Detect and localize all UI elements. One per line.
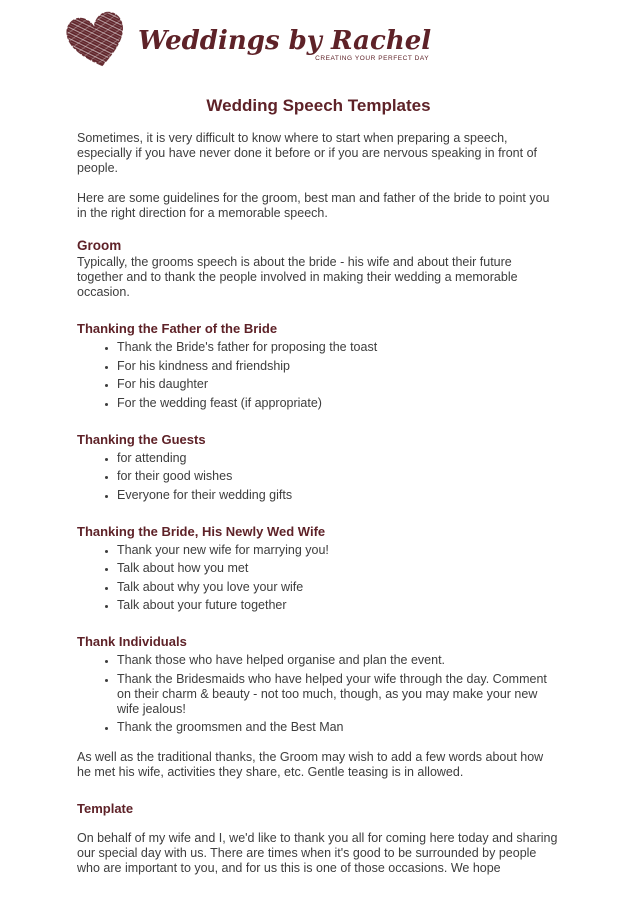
brand-text-block <box>138 27 431 62</box>
bullet-item: • Talk about your future together <box>117 598 560 613</box>
bullet-item: • Thank the Bridesmaids who have helped your wife through the day. Comment on their charm & beauty - not too much, though, as you may make your new wife jealous! <box>117 672 560 717</box>
document-content-area <box>77 96 560 891</box>
bullet-item: • Talk about why you love your wife <box>117 580 560 595</box>
brand-tagline: CREATING YOUR PERFECT DAY <box>315 54 430 62</box>
bullet-item: • Thank the groomsmen and the Best Man <box>117 720 560 735</box>
paragraph: As well as the traditional thanks, the Groom may wish to add a few words about how he met his wife, activities they share, etc. Gentle teasing is in allowed. <box>77 750 544 779</box>
bullet-item: • Talk about how you met <box>117 561 560 576</box>
heart-logo-icon <box>62 6 132 76</box>
section-heading: Groom <box>77 238 122 253</box>
bullet-list <box>77 653 560 735</box>
paragraph: Here are some guidelines for the groom, best man and father of the bride to point you in the right direction for a memorable speech. <box>77 191 550 220</box>
brand-logo <box>62 6 431 76</box>
bullet-item: • Thank the Bride's father for proposing the toast <box>117 340 560 355</box>
brand-name: Weddings by Rachel <box>138 25 432 56</box>
page-title: Wedding Speech Templates <box>206 96 431 115</box>
bullet-item: • for attending <box>117 451 560 466</box>
section-heading: Thanking the Father of the Bride <box>77 321 278 336</box>
bullet-item: • For his daughter <box>117 377 560 392</box>
section-heading: Thank Individuals <box>77 634 187 649</box>
bullet-list <box>77 451 560 503</box>
section-heading: Thanking the Guests <box>77 431 206 447</box>
section-heading: Thanking the Bride, His Newly Wed Wife <box>77 523 326 539</box>
bullet-list <box>77 340 560 411</box>
bullet-item: • Everyone for their wedding gifts <box>117 488 560 503</box>
paragraph: On behalf of my wife and I, we'd like to thank you all for coming here today and sharing our special day with us. There are times when it's good to be surrounded by people who are important to you, and for us this is one of those occasions. We hope <box>77 831 558 875</box>
bullet-item: • Thank those who have helped organise and plan the event. <box>117 653 560 668</box>
paragraph: Typically, the grooms speech is about the bride - his wife and about their future together and to thank the people involved in making their wedding a memorable occasion. <box>77 255 518 299</box>
bullet-item: • For his kindness and friendship <box>117 359 560 374</box>
paragraph: Sometimes, it is very difficult to know where to start when preparing a speech, especially if you have never done it before or if you are nervous speaking in front of people. <box>77 131 537 175</box>
document-blocks <box>77 131 560 876</box>
bullet-list <box>77 543 560 614</box>
bullet-item: • Thank your new wife for marrying you! <box>117 543 560 558</box>
bullet-item: • for their good wishes <box>117 469 560 484</box>
bullet-item: • For the wedding feast (if appropriate) <box>117 396 560 411</box>
section-heading: Template <box>77 801 134 816</box>
